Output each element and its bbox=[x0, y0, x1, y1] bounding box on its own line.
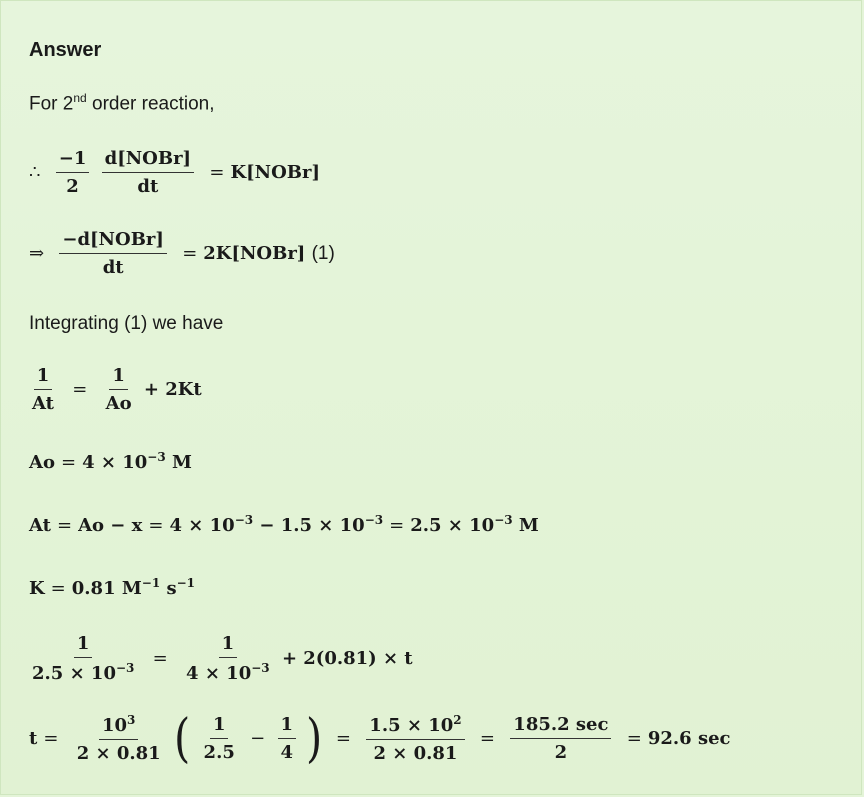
intro-text: For 2nd order reaction, bbox=[29, 91, 215, 115]
fraction: $\frac{-1}{2}$ bbox=[56, 149, 90, 197]
fraction: $\frac{10^3}{2 \times 0.81}$ bbox=[76, 713, 161, 764]
fraction: $\frac{\text{−d[NOBr]}}{dt}$ bbox=[59, 230, 167, 278]
fraction: $\frac{1}{2.5}$ bbox=[203, 714, 235, 763]
initial-concentration: $Ao = 4 \times 10^{-3}$ M bbox=[29, 450, 192, 473]
fraction: $\frac{1}{At}$ bbox=[32, 365, 54, 414]
fraction: $\frac{1}{Ao}$ bbox=[105, 365, 132, 414]
fraction: $\frac{185.2 \sec}{2}$ bbox=[510, 715, 611, 763]
rate-constant: K = 0.81 $M^{-1}$ $s^{-1}$ bbox=[29, 576, 195, 599]
final-concentration: $At = Ao - x = 4 \times 10^{-3} - 1.5 \times 10^{-3} = 2.5 \times 10^{-3}$ M bbox=[29, 513, 539, 536]
integrating-text: Integrating (1) we have bbox=[29, 313, 224, 334]
fraction: $\frac{1}{2.5 \times 10^{-3}}$ bbox=[32, 633, 135, 684]
integrated-rate-law: $\frac{1}{At}$ = $\frac{1}{Ao}$ + 2Kt bbox=[29, 366, 202, 414]
substituted-equation: $\frac{1}{2.5 \times 10^{-3}}$ = $\frac{1}{4 \times 10^{-3}}$ + 2(0.81) × t bbox=[29, 634, 413, 684]
equation-label: (1) bbox=[311, 242, 335, 264]
fraction: $\frac{1}{4}$ bbox=[278, 715, 297, 763]
answer-heading: Answer bbox=[29, 39, 102, 61]
fraction: $\frac{1}{4 \times 10^{-3}}$ bbox=[186, 633, 270, 684]
rate-equation-simplified: ⇒ $\frac{\text{−d[NOBr]}}{dt}$ = 2K[NOBr] (1) bbox=[29, 229, 335, 278]
final-answer: 92.6 sec bbox=[647, 728, 731, 749]
fraction: $\frac{1.5 \times 10^2}{2 \times 0.81}$ bbox=[366, 714, 464, 764]
fraction: $\frac{\text{d[NOBr]}}{dt}$ bbox=[102, 149, 194, 197]
time-solution: t = $\frac{10^3}{2 \times 0.81}$ ( $\frac{1}{2.5}$ − $\frac{1}{4}$ ) = $\frac{1.5 \times 10^2}{2 \times 0.81}$ = $\frac{185.2 \sec}{2}$ = 92.6 sec bbox=[29, 709, 731, 769]
rate-equation: ∴ $\frac{-1}{2}$ $\frac{\text{d[NOBr]}}{dt}$ = K[NOBr] bbox=[29, 148, 320, 197]
